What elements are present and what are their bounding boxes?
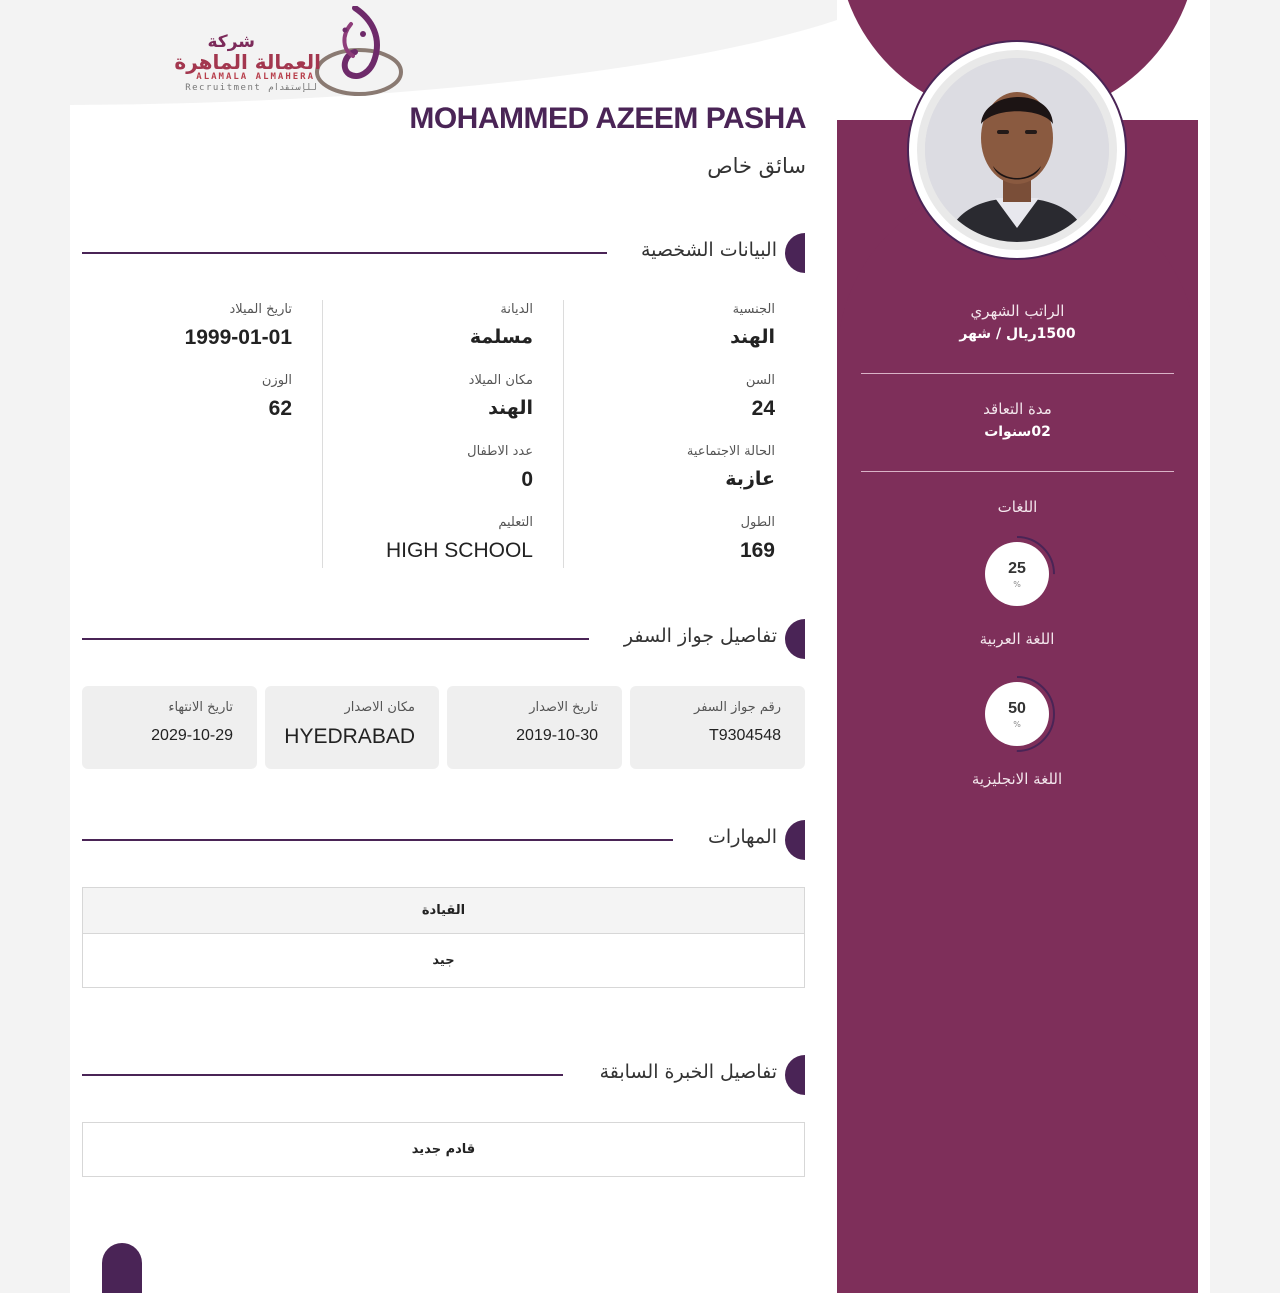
education-value: HIGH SCHOOL [385,539,533,562]
personal-column-2 [323,300,564,568]
birthdate-label: تاريخ الميلاد [229,302,292,317]
section-title: البيانات الشخصية [640,239,777,261]
weight-item [262,371,292,421]
language-percent-unit: % [1013,720,1021,729]
passport-issue-date-card [447,686,622,769]
height-item [740,513,775,563]
language-percent-value: 25 [1008,560,1026,577]
weight-value: 62 [268,397,292,420]
expiry-label: تاريخ الانتهاء [168,700,233,715]
children-value: 0 [521,468,533,491]
nationality-label: الجنسية [732,302,775,317]
height-label: الطول [740,515,775,530]
logo-text-subtitle: Recruitment للإستقدام [185,83,317,93]
passport-expiry-card [82,686,257,769]
section-experience-header [82,1055,805,1095]
birthdate-value: 1999-01-01 [184,326,292,349]
section-passport-header [82,619,805,659]
section-title: تفاصيل جواز السفر [623,625,777,647]
logo-text-top: شركة [207,32,255,52]
section-tab [785,233,805,273]
language-name: اللغة العربية [979,630,1055,648]
contract-block [861,400,1174,440]
person-photo-icon [925,58,1109,242]
language-item [961,536,1073,648]
contract-label: مدة التعاقد [983,400,1052,418]
section-skills-header [82,820,805,860]
marital-value: عازبة [725,468,775,490]
birthplace-item [469,371,533,419]
language-item [961,676,1073,788]
passport-issue-place-card [265,686,439,769]
skills-table [82,887,805,988]
section-title: المهارات [708,826,777,848]
language-percent-unit: % [1013,580,1021,589]
children-label: عدد الاطفال [467,444,533,459]
section-divider [82,839,673,841]
languages-heading-block [861,498,1174,516]
experience-table-cell: قادم جديد [411,1142,476,1157]
personal-column-1 [564,300,805,568]
issue-place-value: HYEDRABAD [284,725,415,748]
section-divider [82,638,589,640]
footer-tab [102,1243,142,1293]
weight-label: الوزن [261,373,292,388]
section-tab [785,619,805,659]
section-tab [785,1055,805,1095]
passport-number-value: T9304548 [708,727,781,744]
section-divider [82,1074,563,1076]
marital-label: الحالة الاجتماعية [686,444,775,459]
passport-cards [82,686,805,769]
issue-date-value: 2019-10-30 [516,727,598,744]
personal-column-3 [82,300,323,568]
education-label: التعليم [498,515,533,530]
issue-place-label: مكان الاصدار [344,700,415,715]
section-personal-header [82,233,805,273]
section-tab [785,820,805,860]
children-item [467,442,533,492]
sidebar-divider [861,471,1174,472]
company-logo [122,6,407,100]
marital-item [687,442,775,490]
candidate-job-title: سائق خاص [707,154,806,178]
languages-heading: اللغات [997,498,1038,516]
age-value: 24 [751,397,775,420]
birthplace-value: الهند [488,397,533,419]
salary-value: 1500ريال / شهر [959,326,1076,342]
education-item [386,513,533,563]
candidate-name: MOHAMMED AZEEM PASHA [409,102,806,135]
personal-info-grid [82,300,805,568]
language-name: اللغة الانجليزية [971,770,1063,788]
section-divider [82,252,607,254]
skills-table-header: القيادة [83,888,804,934]
logo-mark-icon [315,6,407,98]
birthdate-item [185,300,292,350]
issue-date-label: تاريخ الاصدار [529,700,598,715]
salary-label: الراتب الشهري [970,302,1065,320]
section-title: تفاصيل الخبرة السابقة [599,1061,777,1083]
nationality-item [730,300,775,348]
candidate-photo [917,50,1117,250]
religion-value: مسلمة [469,326,533,348]
height-value: 169 [739,539,775,562]
language-percent-value: 50 [1008,700,1026,717]
religion-item [470,300,533,348]
expiry-value: 2029-10-29 [151,727,233,744]
contract-value: 02سنوات [984,424,1051,440]
age-item [746,371,775,421]
sidebar-divider [861,373,1174,374]
passport-number-label: رقم جواز السفر [694,700,781,715]
age-label: السن [745,373,775,388]
logo-text-arabic: العمالة الماهرة [174,50,321,74]
experience-table [82,1122,805,1177]
skills-table-cell: جيد [432,953,455,968]
birthplace-label: مكان الميلاد [468,373,533,388]
passport-number-card [630,686,805,769]
religion-label: الديانة [500,302,533,317]
nationality-value: الهند [730,326,775,348]
salary-block [861,302,1174,342]
logo-text-latin: ALAMALA ALMAHERA [196,72,315,82]
